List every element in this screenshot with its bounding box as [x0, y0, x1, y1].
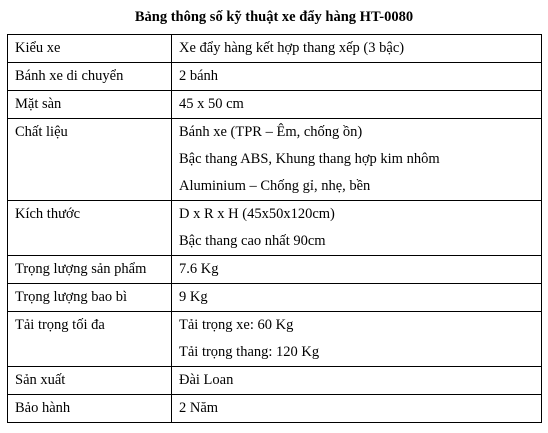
table-row [8, 367, 542, 395]
value-line: Bậc thang cao nhất 90cm [179, 233, 326, 249]
row-label: Bánh xe di chuyển [8, 63, 172, 91]
table-row [8, 395, 542, 423]
row-value [172, 91, 542, 119]
table-row [8, 312, 542, 367]
value-line: 45 x 50 cm [179, 96, 244, 112]
row-label: Sản xuất [8, 367, 172, 395]
row-label: Tải trọng tối đa [8, 312, 172, 367]
row-value [172, 367, 542, 395]
table-title: Bảng thông số kỹ thuật xe đẩy hàng HT-0080 [134, 9, 414, 25]
row-label: Kích thước [8, 201, 172, 256]
row-label: Chất liệu [8, 119, 172, 201]
row-value [172, 284, 542, 312]
value-line: 9 Kg [179, 289, 208, 305]
value-line: Xe đẩy hàng kết hợp thang xếp (3 bậc) [179, 40, 405, 56]
row-value [172, 256, 542, 284]
value-line: Đài Loan [179, 372, 234, 388]
row-value [172, 312, 542, 367]
row-label: Bảo hành [8, 395, 172, 423]
value-line: 2 Năm [179, 400, 219, 416]
value-line: 2 bánh [179, 68, 219, 84]
table-row [8, 284, 542, 312]
table-row [8, 35, 542, 63]
value-line: Tải trọng thang: 120 Kg [179, 344, 320, 360]
table-row [8, 63, 542, 91]
value-line: Bậc thang ABS, Khung thang hợp kim nhôm [179, 151, 440, 167]
row-value [172, 35, 542, 63]
value-line: Aluminium – Chống gỉ, nhẹ, bền [179, 178, 371, 194]
row-value [172, 63, 542, 91]
row-value [172, 119, 542, 201]
value-line: Bánh xe (TPR – Êm, chống ồn) [179, 124, 363, 140]
table-row [8, 256, 542, 284]
row-label: Mặt sàn [8, 91, 172, 119]
table-row [8, 91, 542, 119]
row-value [172, 201, 542, 256]
value-line: D x R x H (45x50x120cm) [179, 206, 335, 222]
table-row [8, 201, 542, 256]
row-value [172, 395, 542, 423]
row-label: Trọng lượng sản phẩm [8, 256, 172, 284]
row-label: Kiểu xe [8, 35, 172, 63]
value-line: 7.6 Kg [179, 261, 219, 277]
spec-table [7, 34, 542, 423]
value-line: Tải trọng xe: 60 Kg [179, 317, 294, 333]
row-label: Trọng lượng bao bì [8, 284, 172, 312]
table-row [8, 119, 542, 201]
